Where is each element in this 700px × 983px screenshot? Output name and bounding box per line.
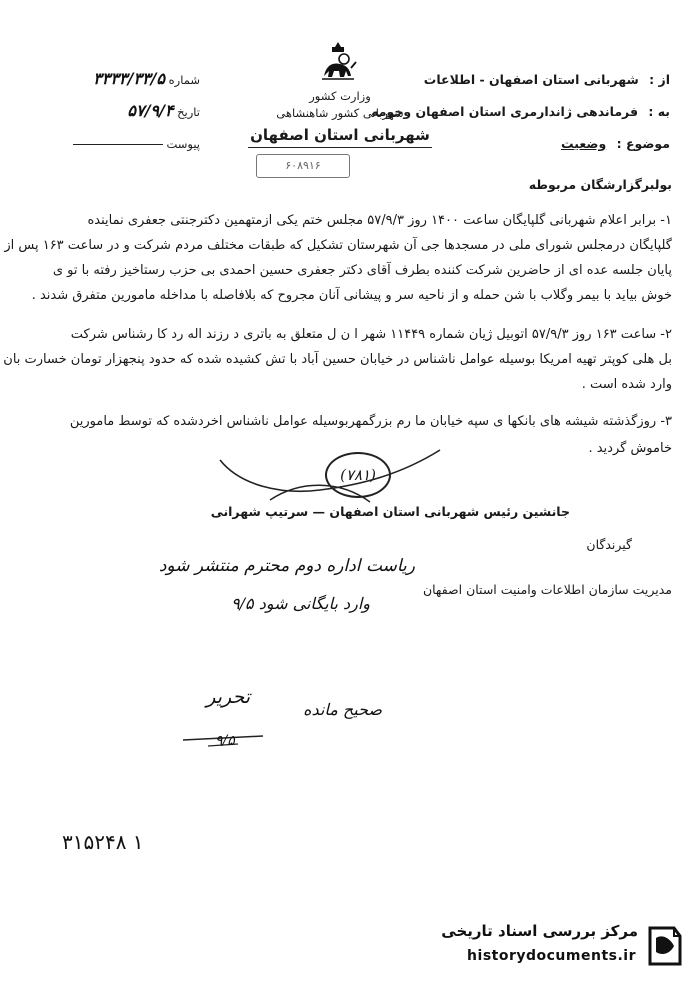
- p1-line: پایان جلسه عده ای از حاضرین شرکت کننده بطرف آقای دکتر جعفری حسین احمدی بی حزب رستاخیز رفته با تو ی: [52, 263, 672, 278]
- ministry-title: وزارت کشور: [309, 89, 371, 103]
- salutation: بولبرگزارشگان مربوطه: [528, 177, 672, 192]
- number-label: شماره: [168, 73, 200, 87]
- to-value: فرماندهی ژاندارمری استان اصفهان وحومه: [371, 104, 639, 119]
- attachment-field: [30, 135, 200, 153]
- signatory-line: جانشین رئیس شهربانی استان اصفهان — سرتیپ شهرانی: [210, 504, 570, 519]
- from-value: شهربانی استان اصفهان - اطلاعات: [423, 72, 639, 87]
- recipients-label: گیرندگان: [586, 537, 632, 552]
- attachment-line: [73, 144, 163, 145]
- p1-line: خوش بیاید با بیمر وگلاب با شن حمله و از ناحیه سر و پیشانی آنان مجروح که بلافاصله با مداخله مامورین متفرق شدند .: [31, 288, 672, 303]
- p3-line: ۳- روزگذشته شیشه های بانکها ی سپه خیابان ما رم بزرگمهربوسیله عوامل ناشناس اخردشده که توسط مامورین: [69, 414, 672, 429]
- handwritten-note-1: ریاست اداره دوم محترم منتشر شود: [158, 556, 415, 576]
- title-underline: [248, 147, 432, 148]
- police-title: شهربانی کشور شاهنشاهی: [276, 106, 404, 120]
- handwritten-note-2: وارد بایگانی شود ۹/۵: [231, 594, 370, 613]
- archive-url: historydocuments.ir: [467, 948, 636, 964]
- from-field: [424, 71, 670, 89]
- province-title: شهربانی استان اصفهان: [250, 126, 430, 144]
- subject-field: [561, 135, 670, 153]
- signature-mark: (۷۸۱): [325, 452, 391, 498]
- p1-line: گلپایگان درمجلس شورای ملی در مسجدها جی آن شهرستان تشکیل که طبقات مختلف مردم شرکت و در ساعت ۱۶۳ پس از: [4, 238, 672, 253]
- p2-line: بل هلی کوپتر تهیه امریکا بوسیله عوامل ناشناس در خیابان حسین آباد با تش کشیده شده که حدود پنجهزار تومان خسارت بان: [3, 352, 672, 367]
- date-field: [30, 102, 200, 121]
- to-label: به :: [648, 104, 670, 119]
- initials-word: صحیح مانده: [303, 700, 382, 719]
- date-label: تاریخ: [177, 105, 200, 119]
- subject-value: وضعیت: [561, 136, 607, 151]
- archive-title: مرکز بررسی اسناد تاریخی: [441, 922, 638, 940]
- lion-and-sun-emblem-icon: [318, 40, 358, 84]
- recipient-1: مدیریت سازمان اطلاعات وامنیت استان اصفهان: [422, 582, 672, 597]
- number-value: ۳۳۳۳/۳۳/۵: [93, 69, 165, 88]
- p1-line: ۱- برابر اعلام شهربانی گلپایگان ساعت ۱۴۰۰ روز ۵۷/۹/۳ مجلس ختم یکی ازمتهمین دکترجنتی جعفری نماینده: [87, 213, 672, 228]
- number-field: [30, 70, 200, 89]
- registry-stamp: ۶۰۸۹۱۶: [256, 154, 350, 178]
- p3-line: خاموش گردید .: [588, 441, 672, 456]
- file-number: ۳۱۵۲۴۸ ۱: [62, 830, 144, 854]
- archive-logo-icon: [644, 924, 684, 968]
- archive-logo: [426, 918, 686, 974]
- paragraph-2: [3, 322, 672, 397]
- p2-line: وارد شده است .: [581, 377, 672, 392]
- p2-line: ۲- ساعت ۱۶۳ روز ۵۷/۹/۳ اتوبیل ژیان شماره ۱۱۴۴۹ شهر ا ن ل متعلق به باتری د رزند اله رد کا رشناس شرکت: [70, 327, 672, 342]
- initials-date: ۹/۵: [215, 733, 235, 749]
- initials-signature: تحریر: [206, 686, 250, 708]
- attachment-label: پیوست: [166, 137, 200, 151]
- subject-label: موضوع :: [616, 136, 670, 151]
- from-label: از :: [649, 72, 670, 87]
- paragraph-1: [4, 208, 672, 308]
- date-value: ۵۷/۹/۴: [127, 101, 174, 120]
